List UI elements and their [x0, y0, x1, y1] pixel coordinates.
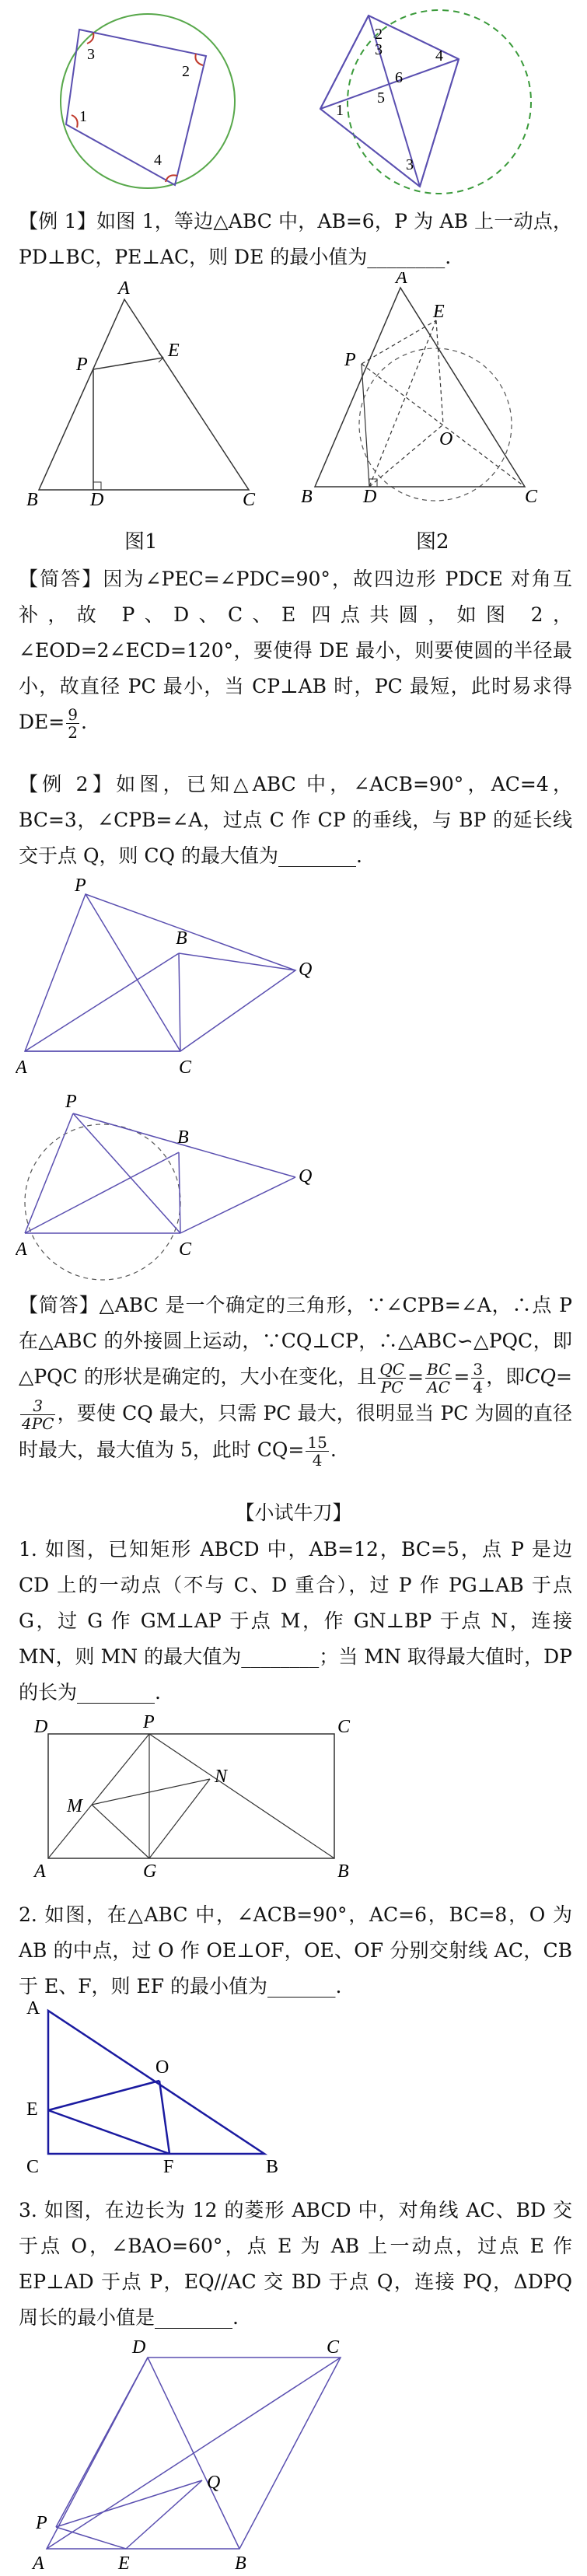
label-Q: Q — [299, 1166, 313, 1187]
angle-label-4: 4 — [435, 47, 443, 65]
label-O: O — [439, 429, 453, 449]
example-2-text: 【例 2】如图，已知△ABC 中，∠ACB=90°，AC=4，BC=3，∠CPB=∠A，过点 C 作 CP 的垂线，与 BP 的延长线交于点 Q，则 CQ 的最大值为________. — [19, 773, 572, 867]
label-O: O — [155, 2057, 169, 2078]
problem-2-text: 2. 如图，在△ABC 中，∠ACB=90°，AC=6，BC=8，O 为 AB 的中点，过 O 作 OE⊥OF，OE、OF 分别交射线 AC，CB 于 E、F，则 EF 的最小值为_______. — [19, 1903, 572, 1998]
example-2-answer: 【简答】△ABC 是一个确定的三角形，∵∠CPB=∠A，∴点 P 在△ABC 的外接圆上运动，∵CQ⊥CP，∴△ABC∽△PQC，即△PQC 的形状是确定的，大小在变化，且 $\frac{QC}{PC}$ = $\frac{BC}{AC}$ = $\frac{3}{4}$ ，即CQ= $\frac{3}{4PC}$ ，要使 CQ 最大，只需 PC 最大，很明显当 PC 为圆的直径时最大，最大值为 5，此时 CQ= $\frac{15}{4}$ . — [19, 1294, 572, 1470]
angle-label-5: 5 — [377, 89, 385, 107]
example-1-text: 【例 1】如图 1，等边△ABC 中，AB=6，P 为 AB 上一动点，PD⊥BC，PE⊥AC，则 DE 的最小值为________. — [19, 210, 572, 268]
fraction-bc-ac: $\frac{BC}{AC}$ — [427, 1360, 451, 1396]
label-C: C — [327, 2340, 340, 2358]
label-G: G — [143, 1861, 157, 1882]
label-D: D — [34, 1717, 48, 1737]
label-B: B — [176, 928, 187, 949]
label-P: P — [75, 879, 86, 896]
label-P: P — [143, 1712, 155, 1732]
problem-2-figure — [16, 1998, 311, 2177]
label-E: E — [168, 341, 180, 361]
example-1-figure-1 — [16, 272, 272, 505]
label-B: B — [337, 1861, 349, 1882]
angle-label-1: 1 — [336, 102, 344, 119]
caption-figure-1: 图1 — [124, 530, 158, 554]
answer-text: 【简答】因为∠PEC=∠PDC=90°，故四边形 PDCE 对角互补，故 P、D、C、E 四点共圆，如图 2，∠EOD=2∠ECD=120°，要使得 DE 最小，则要使圆的半径最小，故直径 PC 最小，当 CP⊥AB 时，PC 最短，此时易求得 DE= — [19, 568, 572, 733]
fraction-9-2: $\frac{9}{2}$ — [68, 705, 78, 742]
angle-label-1: 1 — [79, 108, 87, 125]
label-C: C — [26, 2157, 40, 2177]
label-C: C — [525, 487, 538, 505]
label-Q: Q — [299, 959, 313, 980]
label-A: A — [34, 1861, 46, 1882]
label-A: A — [33, 2553, 44, 2574]
label-E: E — [26, 2099, 38, 2120]
label-B: B — [301, 487, 313, 505]
label-D: D — [90, 490, 104, 505]
label-A: A — [16, 1057, 27, 1078]
example-2-figure-2 — [16, 1081, 327, 1283]
label-B: B — [266, 2157, 279, 2177]
label-A: A — [16, 1239, 27, 1260]
label-P: P — [344, 350, 356, 370]
example-1-figure-2 — [299, 272, 571, 505]
label-P: P — [76, 355, 88, 375]
label-M: M — [67, 1796, 82, 1816]
label-A: A — [396, 272, 407, 288]
label-B: B — [26, 490, 38, 505]
angle-label-3: 3 — [87, 46, 95, 63]
label-E: E — [433, 302, 445, 322]
label-C: C — [243, 490, 256, 505]
caption-figure-2: 图2 — [416, 530, 449, 554]
label-C: C — [337, 1717, 351, 1737]
top-right-circle-figure — [303, 5, 575, 199]
label-Q: Q — [207, 2473, 221, 2493]
angle-label-4: 4 — [154, 152, 162, 169]
fraction-3-4: $\frac{3}{4}$ — [473, 1360, 484, 1396]
label-P: P — [65, 1092, 77, 1112]
fraction-15-4: $\frac{15}{4}$ — [307, 1433, 327, 1470]
example-2-figure-1 — [16, 879, 327, 1081]
angle-label-3-bottom: 3 — [406, 156, 414, 173]
label-B: B — [235, 2553, 246, 2574]
label-C: C — [179, 1239, 192, 1260]
label-D: D — [132, 2340, 146, 2358]
angle-label-2: 2 — [375, 26, 383, 43]
label-P: P — [36, 2513, 47, 2533]
label-E: E — [118, 2553, 130, 2574]
fraction-qc-pc: $\frac{QC}{PC}$ — [379, 1360, 405, 1396]
problem-1-figure — [16, 1711, 358, 1882]
label-D: D — [363, 487, 377, 505]
angle-label-6: 6 — [395, 69, 403, 86]
fraction-3-4pc: $\frac{3}{4PC}$ — [22, 1396, 54, 1433]
label-C: C — [179, 1057, 192, 1078]
problem-1-text: 1. 如图，已知矩形 ABCD 中，AB=12，BC=5，点 P 是边 CD 上的一动点（不与 C、D 重合），过 P 作 PG⊥AB 于点 G，过 G 作 GM⊥AP 于点 M，作 GN⊥BP 于点 N，连接 MN，则 MN 的最大值为________；当 MN 取得最大值时，DP 的长为________. — [19, 1538, 572, 1704]
angle-label-2: 2 — [182, 63, 190, 80]
label-N: N — [215, 1767, 228, 1787]
label-A: A — [26, 1998, 40, 2019]
label-B: B — [177, 1127, 189, 1148]
example-1-answer: 【简答】因为∠PEC=∠PDC=90°，故四边形 PDCE 对角互补，故 P、D、C、E 四点共圆，如图 2，∠EOD=2∠ECD=120°，要使得 DE 最小，则要使圆的半径最小，故直径 PC 最小，当 CP⊥AB 时，PC 最短，此时易求得 DE= $\frac{9}{2}$ . — [19, 568, 572, 742]
section-title: 【小试牛刀】 — [235, 1501, 352, 1524]
top-left-circle-figure — [16, 8, 272, 202]
label-A: A — [118, 278, 130, 299]
angle-label-3: 3 — [375, 41, 383, 58]
problem-3-figure — [16, 2340, 358, 2574]
problem-3-text: 3. 如图，在边长为 12 的菱形 ABCD 中，对角线 AC、BD 交于点 O，∠BAO=60°，点 E 为 AB 上一动点，过点 E 作 EP⊥AD 于点 P，EQ//AC 交 BD 于点 Q，连接 PQ，ΔDPQ 周长的最小值是________. — [19, 2199, 572, 2329]
label-F: F — [163, 2157, 174, 2177]
